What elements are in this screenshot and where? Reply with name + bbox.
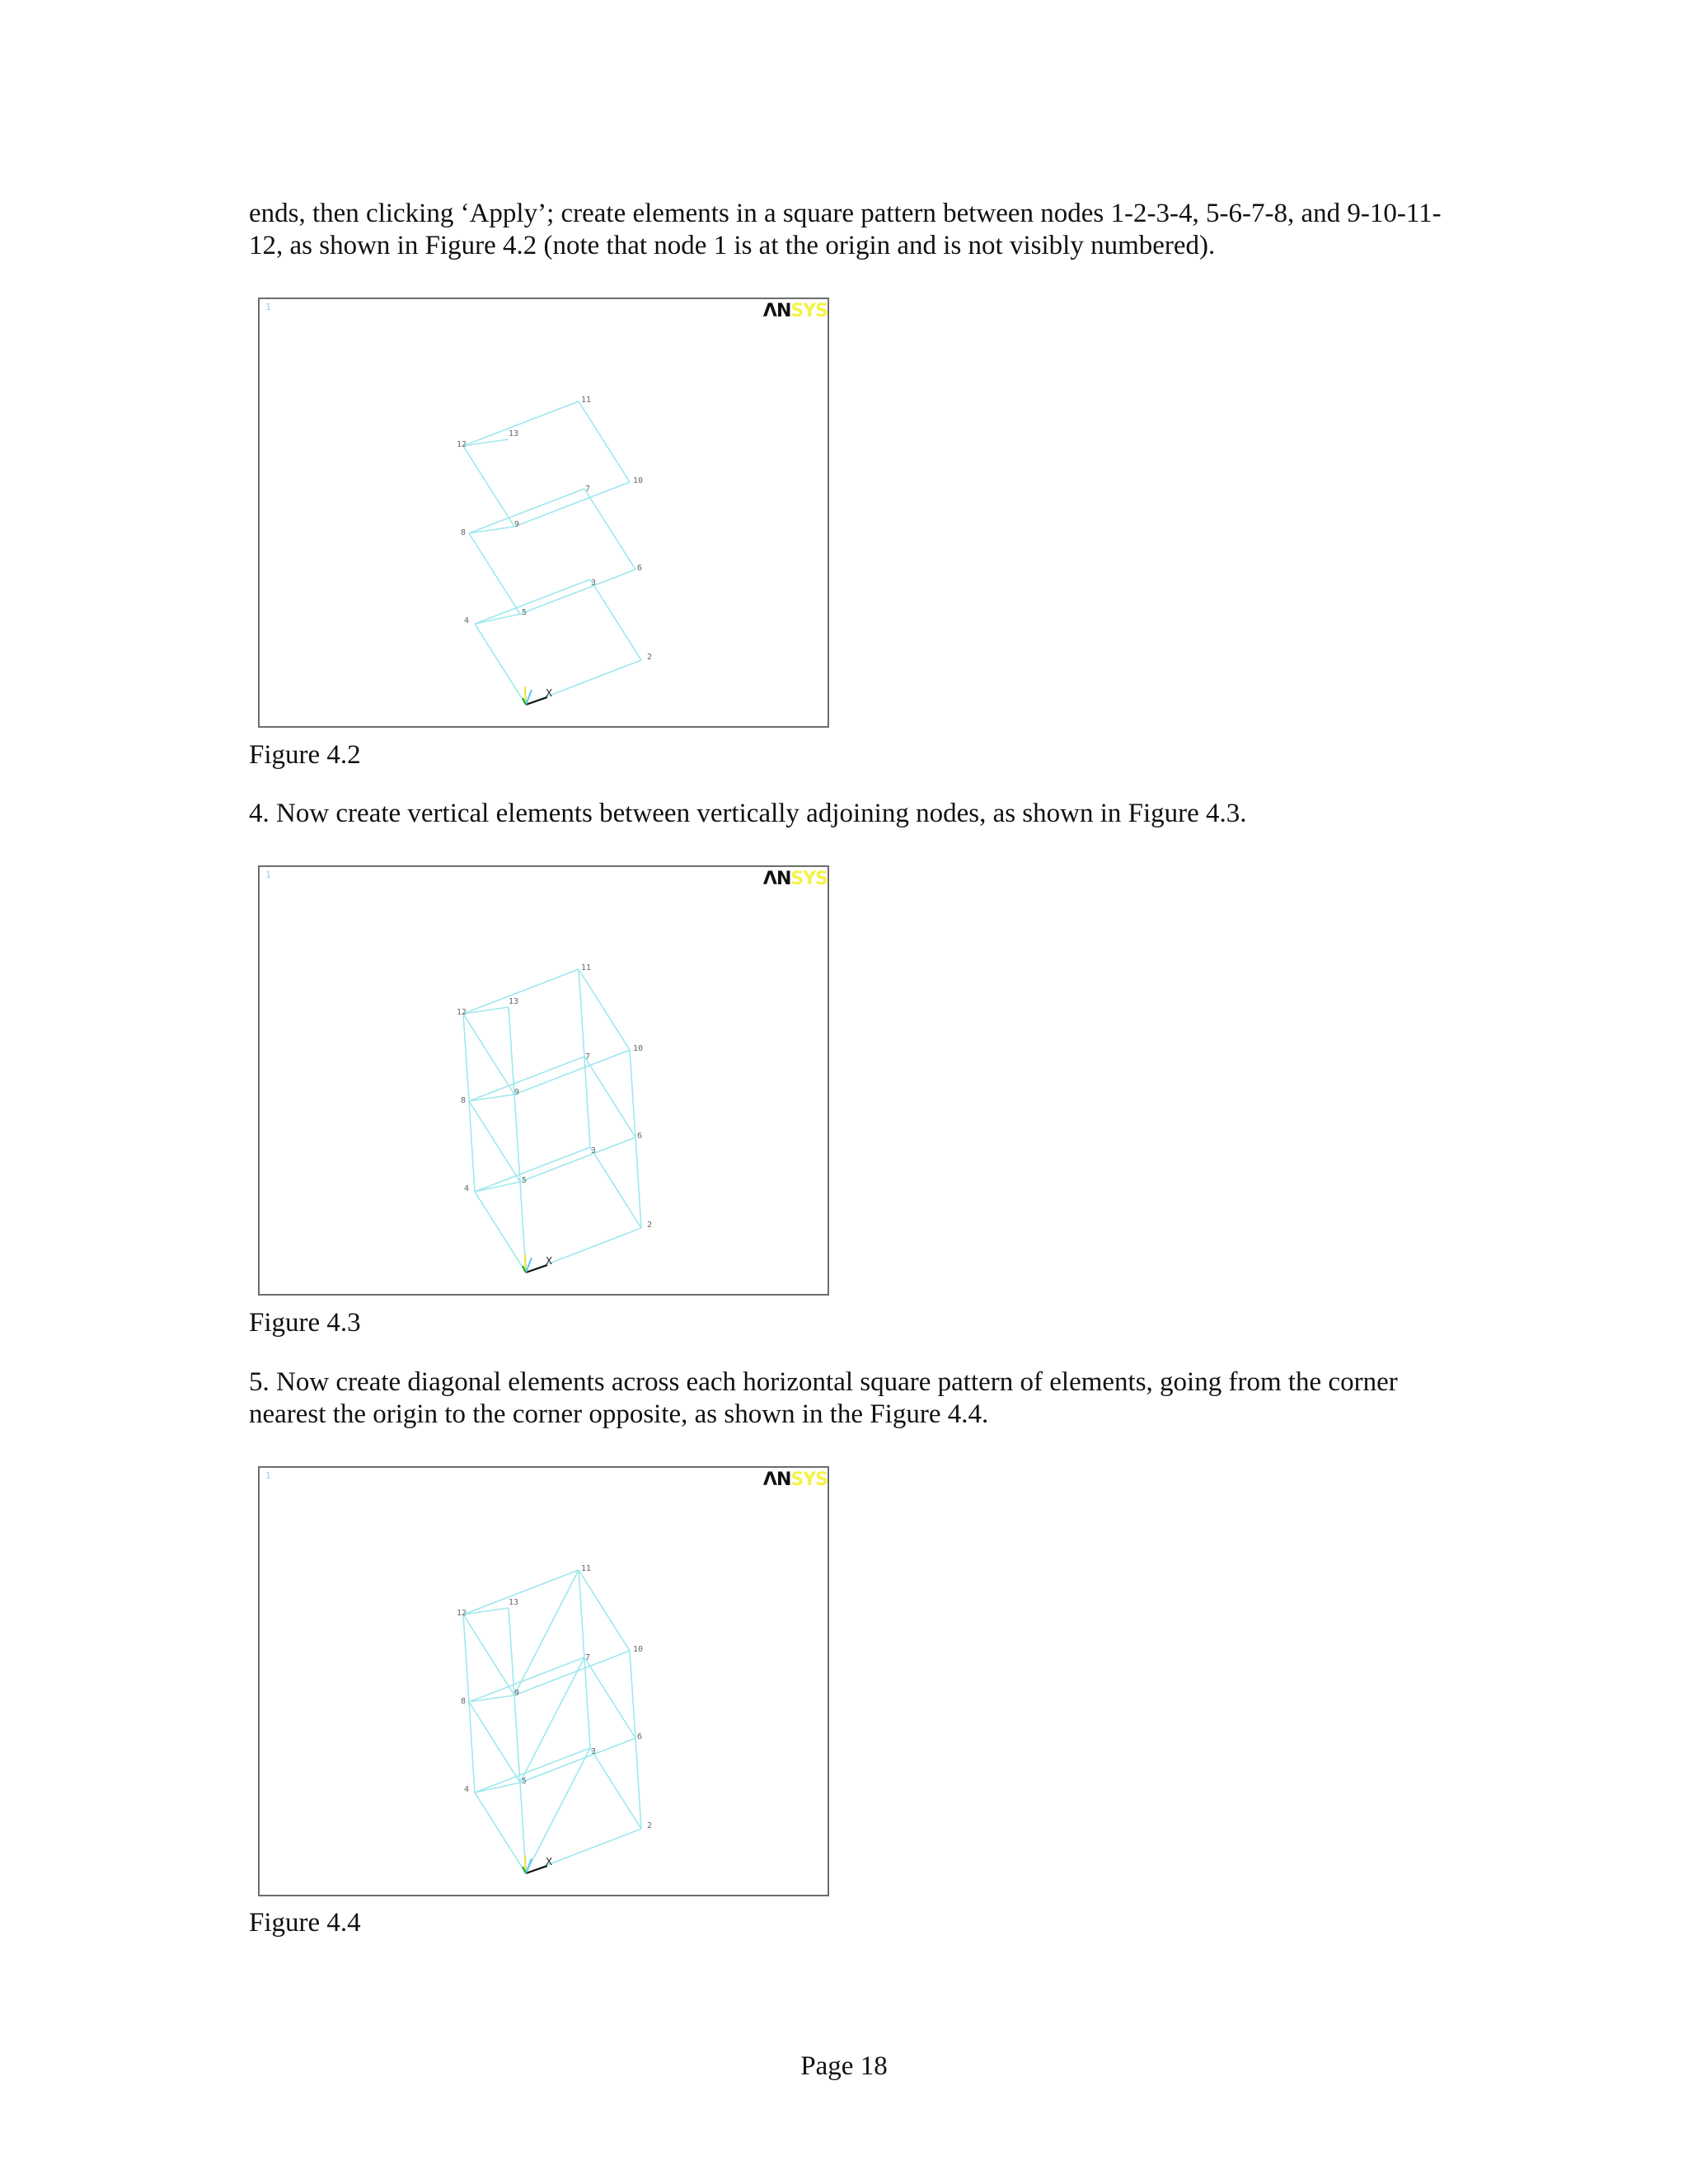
truss-element-line: [514, 1094, 520, 1182]
node-label: 5: [522, 608, 528, 617]
truss-element-line: [584, 1057, 590, 1147]
truss-element-line: [590, 1147, 641, 1228]
figure-4-3-caption: Figure 4.3: [249, 1308, 361, 1338]
ansys-logo: ΛNSYS: [762, 1469, 828, 1490]
truss-element-line: [630, 1651, 635, 1738]
truss-element-line: [579, 969, 584, 1057]
truss-element-line: [469, 1702, 520, 1783]
truss-element-line: [463, 401, 579, 446]
step-5-paragraph: 5. Now create diagonal elements across each horizontal square pattern of elements, going from the corner nearest the origin to the corner opposite, as shown in the Figure 4.4.: [249, 1367, 1398, 1429]
x-axis-label: X: [546, 687, 553, 699]
truss-element-line: [635, 1137, 641, 1228]
truss-element-line: [463, 1014, 469, 1101]
node-label: 5: [522, 1777, 528, 1786]
truss-element-line: [579, 969, 630, 1050]
node-label: 9: [514, 520, 520, 529]
node-label: 6: [637, 564, 643, 573]
node-label: 12: [457, 440, 467, 449]
ansys-logo: ΛNSYS: [762, 301, 828, 321]
node-label: 11: [581, 1564, 592, 1573]
node-label: 2: [647, 1221, 653, 1230]
truss-element-line: [514, 482, 630, 527]
truss-element-line: [635, 1738, 641, 1829]
node-label: 12: [457, 1609, 467, 1618]
truss-element-line: [584, 1057, 635, 1137]
node-label: 10: [633, 1645, 644, 1654]
truss-element-line: [514, 1570, 579, 1695]
truss-element-line: [509, 1007, 514, 1094]
truss-element-line: [475, 1748, 590, 1793]
node-label: 10: [633, 476, 644, 485]
intro-paragraph: ends, then clicking ‘Apply’; create elements in a square pattern between nodes 1-2-3-4, 5-6-7-8, and 9-10-11-12, as shown in Figure 4.2 (note that node 1 is at the origin and is not visibly numbered).: [249, 199, 1442, 260]
node-label: 9: [514, 1689, 520, 1698]
x-axis-label: X: [546, 1255, 553, 1267]
truss-element-line: [514, 1050, 630, 1094]
truss-element-line: [584, 1657, 635, 1738]
figure-4-3-image: [258, 865, 829, 1296]
truss-element-line: [475, 1793, 526, 1873]
node-label: 13: [509, 997, 519, 1006]
truss-element-line: [520, 569, 635, 614]
figure-4-4-image: [258, 1466, 829, 1896]
truss-element-line: [475, 579, 590, 624]
truss-element-line: [463, 969, 579, 1014]
truss-element-line: [469, 1702, 475, 1793]
truss-element-line: [630, 1050, 635, 1137]
node-label: 4: [464, 1184, 470, 1193]
truss-model-plot: [260, 299, 828, 726]
figure-4-2-caption: Figure 4.2: [249, 740, 361, 770]
truss-element-line: [463, 1014, 514, 1094]
truss-element-line: [475, 624, 526, 705]
node-label: 2: [647, 1821, 653, 1830]
truss-element-line: [469, 489, 584, 533]
window-number-label: 1: [265, 1470, 271, 1481]
node-label: 12: [457, 1008, 467, 1017]
node-label: 7: [585, 485, 591, 494]
node-label: 5: [522, 1176, 528, 1185]
node-label: 13: [509, 1598, 519, 1607]
window-number-label: 1: [265, 302, 271, 312]
truss-element-line: [463, 1570, 579, 1615]
truss-element-line: [463, 1615, 469, 1702]
truss-element-line: [469, 1101, 520, 1182]
node-label: 8: [461, 528, 467, 537]
truss-element-line: [475, 1192, 526, 1272]
node-label: 11: [581, 963, 592, 972]
truss-element-line: [475, 1147, 590, 1192]
truss-element-line: [526, 1748, 590, 1873]
node-label: 7: [585, 1653, 591, 1662]
truss-element-line: [590, 579, 641, 660]
truss-element-line: [469, 1101, 475, 1192]
node-label: 11: [581, 396, 592, 405]
figure-4-2-image: [258, 298, 829, 728]
truss-element-line: [579, 1570, 630, 1651]
node-label: 8: [461, 1096, 467, 1105]
truss-element-line: [520, 1137, 635, 1182]
node-label: 9: [514, 1088, 520, 1097]
node-label: 10: [633, 1044, 644, 1053]
ansys-logo: ΛNSYS: [762, 869, 828, 889]
node-label: 3: [591, 1747, 597, 1756]
window-number-label: 1: [265, 869, 271, 880]
truss-element-line: [463, 446, 514, 527]
truss-model-plot: [260, 1468, 828, 1895]
node-label: 4: [464, 616, 470, 626]
node-label: 3: [591, 579, 597, 588]
node-label: 7: [585, 1052, 591, 1062]
truss-element-line: [584, 489, 635, 569]
truss-element-line: [579, 1570, 584, 1657]
truss-element-line: [514, 1651, 630, 1695]
truss-element-line: [469, 1057, 584, 1101]
truss-element-line: [579, 401, 630, 482]
truss-element-line: [469, 533, 520, 614]
node-label: 8: [461, 1697, 467, 1706]
truss-element-line: [463, 1615, 514, 1695]
page-number: Page 18: [800, 2051, 888, 2081]
truss-element-line: [520, 1738, 635, 1783]
x-axis-label: X: [546, 1856, 553, 1868]
node-label: 6: [637, 1732, 643, 1741]
truss-element-line: [509, 1608, 514, 1695]
node-label: 6: [637, 1132, 643, 1141]
truss-element-line: [590, 1748, 641, 1829]
figure-4-4-caption: Figure 4.4: [249, 1908, 361, 1938]
node-label: 3: [591, 1146, 597, 1155]
truss-element-line: [520, 1657, 584, 1783]
node-label: 4: [464, 1785, 470, 1794]
truss-model-plot: [260, 867, 828, 1294]
truss-element-line: [584, 1657, 590, 1748]
node-label: 2: [647, 653, 653, 662]
step-4-paragraph: 4. Now create vertical elements between vertically adjoining nodes, as shown in Figure 4.3.: [249, 799, 1247, 828]
truss-element-line: [514, 1695, 520, 1783]
node-label: 13: [509, 429, 519, 438]
truss-element-line: [469, 1657, 584, 1702]
